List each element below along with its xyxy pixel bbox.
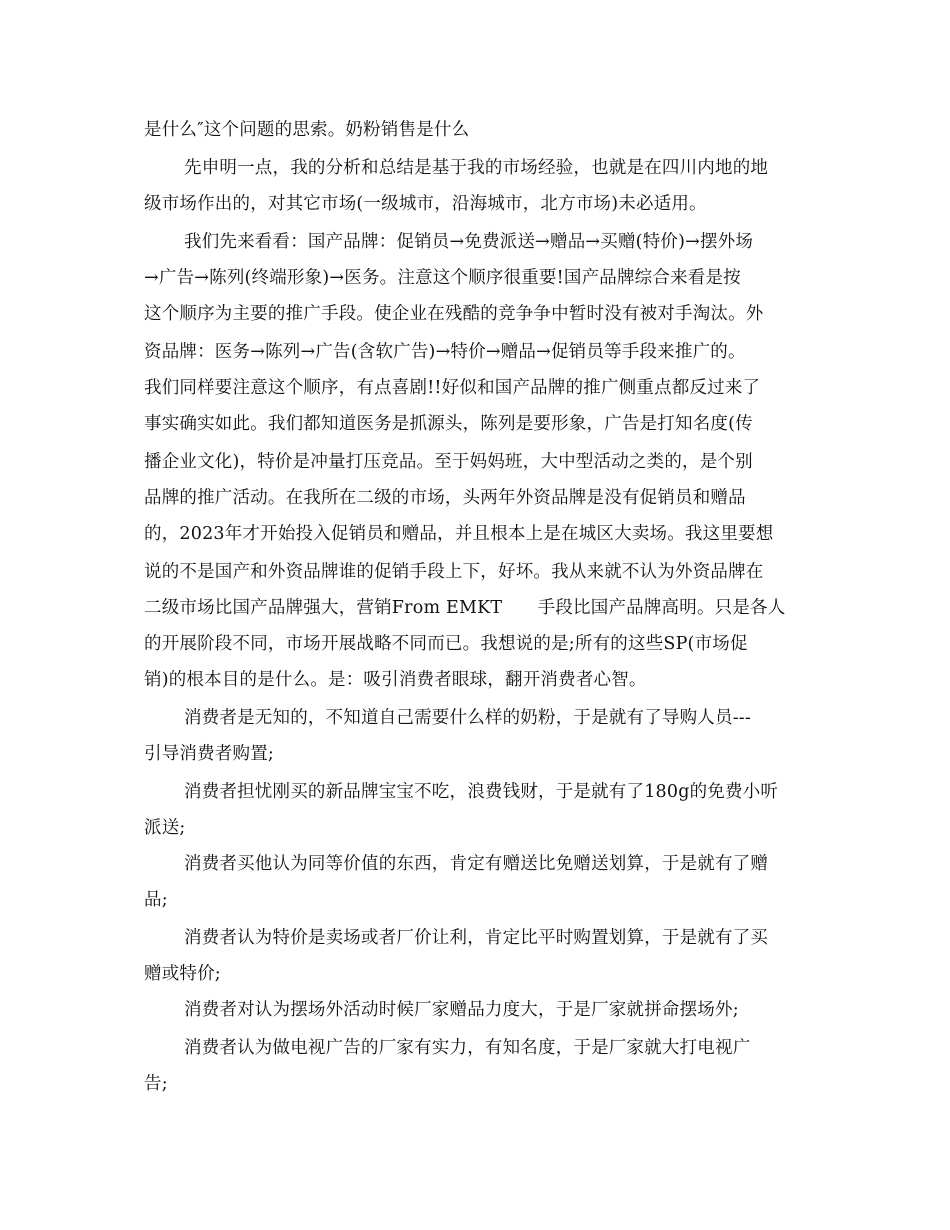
text-line: 说的不是国产和外资品牌谁的促销手段上下，好坏。我从来就不认为外资品牌在 [144, 562, 764, 582]
text-line: 这个顺序为主要的推广手段。使企业在残酷的竞争争中暂时没有被对手淘汰。外 [144, 304, 764, 324]
text-line: 销)的根本目的是什么。是：吸引消费者眼球，翻开消费者心智。 [144, 670, 647, 690]
text-line: 派送; [144, 818, 186, 838]
text-line: →广告→陈列(终端形象)→医务。注意这个顺序很重要!国产品牌综合来看是按 [144, 268, 741, 288]
text-line: 引导消费者购置; [144, 744, 274, 764]
text-line: 品牌的推广活动。在我所在二级的市场，头两年外资品牌是没有促销员和赠品 [144, 488, 746, 508]
text-line: 消费者担忧刚买的新品牌宝宝不吃，浪费钱财，于是就有了180g的免费小听 [184, 782, 779, 802]
text-line: 的开展阶段不同，市场开展战略不同而已。我想说的是;所有的这些SP(市场促 [144, 634, 748, 654]
text-line: 播企业文化)，特价是冲量打压竞品。至于妈妈班，大中型活动之类的，是个别 [144, 452, 753, 472]
text-line: 级市场作出的，对其它市场(一级城市，沿海城市，北方市场)未必适用。 [144, 194, 707, 214]
text-line: 消费者认为做电视广告的厂家有实力，有知名度，于是厂家就大打电视广 [184, 1038, 751, 1058]
text-line: 告; [144, 1074, 168, 1094]
text-line: 二级市场比国产品牌强大，营销From EMKT 手段比国产品牌高明。只是各人 [144, 598, 786, 618]
text-line: 品; [144, 890, 168, 910]
text-line: 我们同样要注意这个顺序，有点喜剧!!好似和国产品牌的推广侧重点都反过来了 [144, 378, 761, 398]
text-line: 的，2023年才开始投入促销员和赠品，并且根本上是在城区大卖场。我这里要想 [144, 524, 774, 544]
text-line: 消费者买他认为同等价值的东西，肯定有赠送比免赠送划算，于是就有了赠 [184, 854, 769, 874]
text-line: 消费者是无知的，不知道自己需要什么样的奶粉，于是就有了导购人员--- [184, 708, 752, 728]
text-line: 资品牌：医务→陈列→广告(含软广告)→特价→赠品→促销员等手段来推广的。 [144, 342, 746, 362]
text-line: 事实确实如此。我们都知道医务是抓源头，陈列是要形象，广告是打知名度(传 [144, 414, 753, 434]
text-line: 我们先来看看：国产品牌：促销员→免费派送→赠品→买赠(特价)→摆外场 [184, 232, 754, 252]
text-line: 赠或特价; [144, 964, 221, 984]
text-line: 消费者认为特价是卖场或者厂价让利，肯定比平时购置划算，于是就有了买 [184, 928, 769, 948]
text-line: 先申明一点，我的分析和总结是基于我的市场经验，也就是在四川内地的地 [184, 158, 769, 178]
text-line: 消费者对认为摆场外活动时候厂家赠品力度大，于是厂家就拼命摆场外; [184, 1000, 739, 1020]
text-line: 是什么″这个问题的思索。奶粉销售是什么 [144, 120, 470, 140]
